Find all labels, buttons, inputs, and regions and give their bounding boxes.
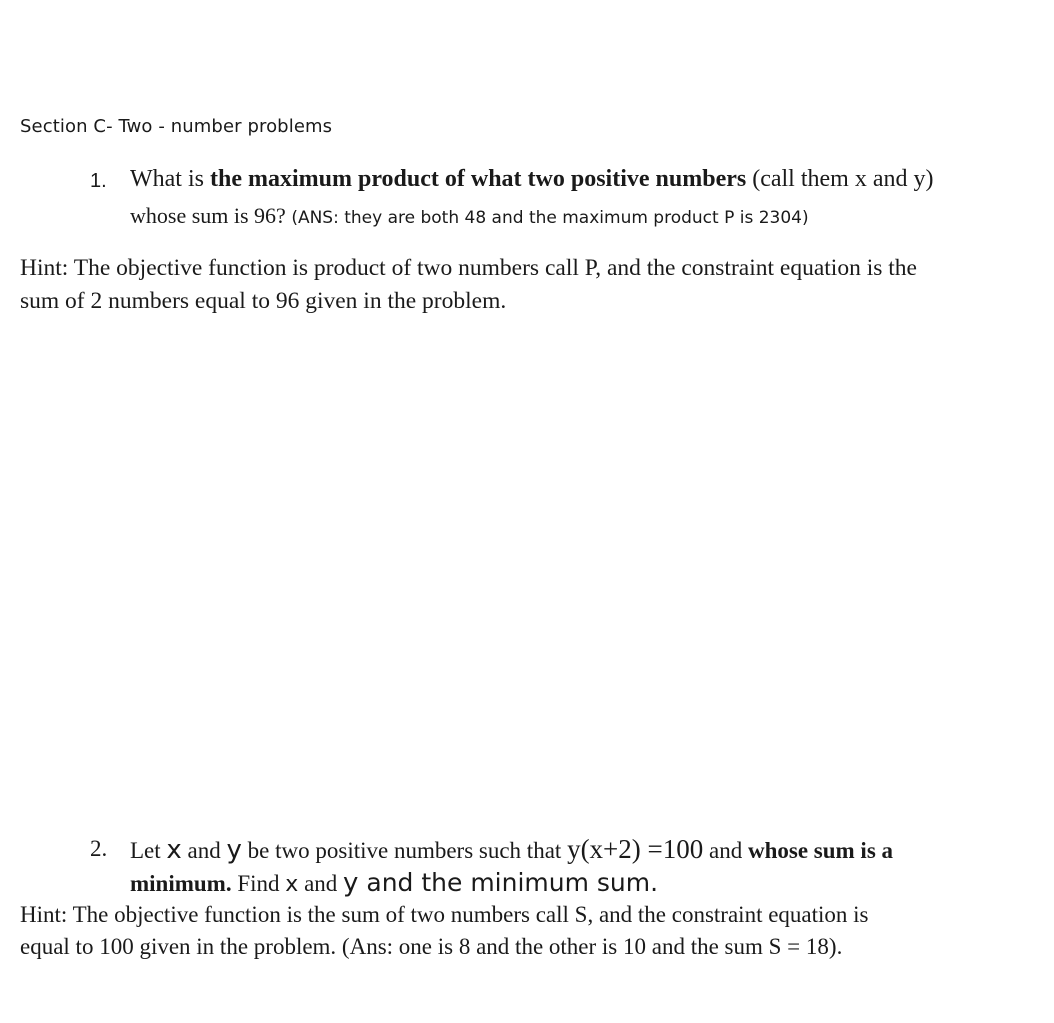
section-heading: Section C- Two - number problems [20,116,333,137]
question-1-text-a: What is [130,166,210,192]
question-2-bold-text-1: whose sum is a [747,838,894,863]
question-1-number: 1. [90,170,107,192]
question-2-text-c: be two positive numbers such that [241,838,568,863]
hint-2-line-1: Hint: The objective function is the sum of two numbers call S, and the constraint equation is [20,902,869,927]
hint-2-line-2: equal to 100 given in the problem. (Ans: one is 8 and the other is 10 and the sum S = 18). [20,934,843,959]
question-2-text-f: and [298,871,344,896]
question-2-text-d: and [703,838,748,863]
question-2-line-1 [130,834,893,865]
question-2-var-x-2: x [285,872,299,897]
question-1-text-c: whose sum is 96? [130,203,292,228]
question-2-text-g: and the minimum sum. [358,868,659,897]
question-1-line-2 [130,203,809,229]
question-2-var-x: x [166,835,182,865]
question-2-var-y: y [226,835,242,865]
question-1-bold-text: the maximum product of what two positive numbers [209,166,747,192]
question-2-text-a: Let [130,838,167,863]
question-2-text-e: Find [231,871,286,896]
question-2-number: 2. [90,836,108,861]
question-2-equation: y(x+2) =100 [567,834,704,864]
question-2-line-2 [130,868,658,898]
question-2-var-y-2: y [343,868,359,898]
question-2-text-b: and [181,838,227,863]
question-2-bold-text-2: minimum. [130,871,232,896]
hint-1-line-1: Hint: The objective function is product of two numbers call P, and the constraint equation is the [20,255,917,281]
question-1-answer: (ANS: they are both 48 and the maximum product P is 2304) [291,208,809,228]
hint-1-line-2: sum of 2 numbers equal to 96 given in the problem. [20,288,507,314]
question-1-text-b: (call them x and y) [746,166,934,192]
question-1-line-1 [130,166,933,193]
